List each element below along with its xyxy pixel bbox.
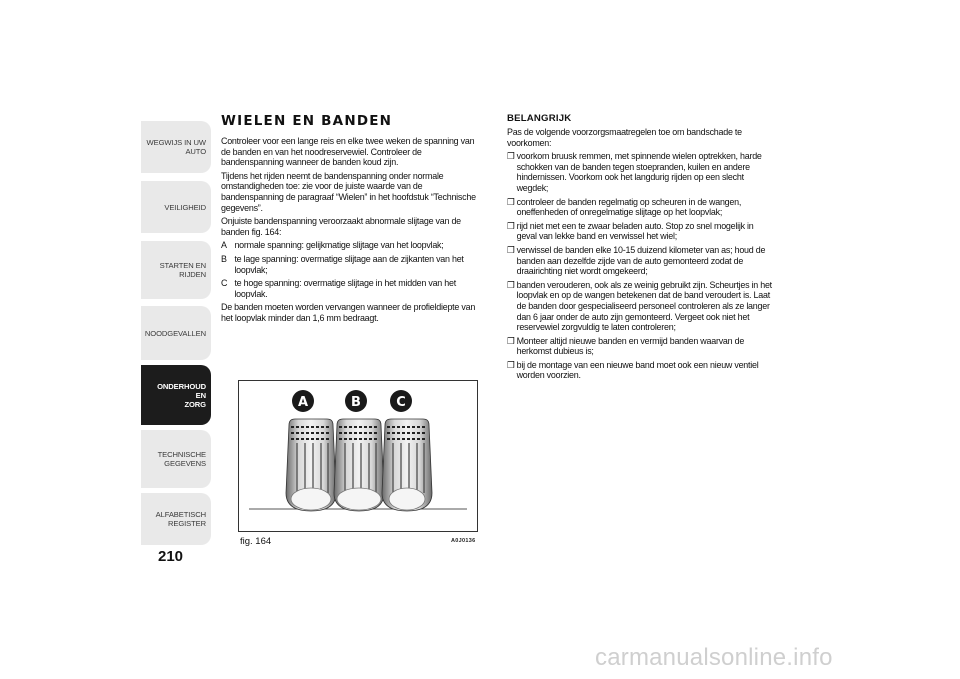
tab-noodgevallen[interactable]: [141, 306, 211, 360]
checkbox-bullet-icon: ❒: [507, 220, 515, 231]
page-number: 210: [158, 548, 184, 565]
checkbox-bullet-icon: ❒: [507, 244, 515, 255]
list-text: normale spanning: gelijkmatige slijtage van het loopvlak;: [234, 240, 444, 251]
paragraph: De banden moeten worden vervangen wanneer de profieldiepte van het loopvlak minder dan 1,6 mm bedraagt.: [221, 302, 476, 323]
bullet-text: bij de montage van een nieuwe band moet ook een nieuw ventiel worden voorzien.: [516, 359, 759, 381]
tab-starten-en-rijden[interactable]: [141, 241, 211, 299]
tab-label: AUTO: [185, 147, 206, 156]
tab-label: GEGEVENS: [164, 459, 206, 468]
bullet-text: verwissel de banden elke 10-15 duizend kilometer van as; houd de banden aan dezelfde zijde van de auto gemonteerd zodat de draairichting niet wordt omgekeerd;: [516, 244, 766, 277]
checkbox-bullet-icon: ❒: [507, 359, 515, 370]
tab-label: REGISTER: [167, 519, 206, 528]
list-item: [221, 278, 482, 299]
paragraph: Controleer voor een lange reis en elke twee weken de spanning van de banden en van het noodreservewiel. Controleer de bandenspanning wanneer de banden koud zijn.: [221, 136, 475, 168]
figure-caption: fig. 164: [240, 536, 272, 547]
tab-label: ALFABETISCH: [155, 510, 206, 519]
list-item: [507, 245, 776, 277]
list-item: [507, 221, 776, 242]
tab-alfabetisch-register[interactable]: [141, 493, 211, 545]
label-c-text: C: [396, 395, 406, 410]
list-item: [507, 151, 776, 193]
bullet-text: voorkom bruusk remmen, met spinnende wielen optrekken, harde schokken van de banden tegen stoepranden, kuilen en andere hindernissen. Voorkom ook het langdurig rijden op een slecht wegdek;: [516, 151, 762, 193]
label-a: [292, 390, 314, 412]
tab-technische-gegevens[interactable]: [141, 430, 211, 488]
important-heading: BELANGRIJK: [507, 113, 572, 124]
tab-wegwijs[interactable]: [141, 121, 211, 173]
figure-code: A0J0136: [451, 538, 476, 544]
list-item: [221, 240, 482, 251]
list-item: [507, 197, 776, 218]
label-c: [390, 390, 412, 412]
label-b-text: B: [351, 395, 361, 410]
tire-a: [286, 419, 336, 511]
right-column: [507, 113, 787, 384]
list-item: [507, 360, 776, 381]
tire-illustration: [239, 381, 477, 531]
section-title: WIELEN EN BANDEN: [221, 113, 393, 129]
tab-label: ZORG: [184, 399, 206, 409]
label-b: [345, 390, 367, 412]
paragraph: Tijdens het rijden neemt de bandenspanning onder normale omstandigheden toe: zie voor de juiste waarde van de bandenspanning de paragraaf “Wielen” in het hoofdstuk “Technische gegevens”.: [221, 170, 476, 213]
list-item: [507, 336, 776, 357]
bullet-text: rijd niet met een te zwaar beladen auto. Stop zo snel mogelijk in geval van lekke band en verwissel het wiel;: [516, 220, 754, 242]
label-a-text: A: [297, 395, 309, 410]
tire-c: [382, 419, 432, 511]
intro-text: Pas de volgende voorzorgsmaatregelen toe om bandschade te voorkomen:: [507, 127, 742, 148]
tab-onderhoud-en-zorg[interactable]: [141, 365, 211, 425]
list-text: te lage spanning: overmatige slijtage aan de zijkanten van het loopvlak;: [234, 253, 464, 275]
left-column: [221, 113, 493, 327]
list-text: te hoge spanning: overmatige slijtage in het midden van het loopvlak.: [234, 278, 456, 299]
watermark: carmanualsonline.info: [595, 644, 833, 671]
checkbox-bullet-icon: ❒: [507, 151, 515, 162]
list-item: [221, 254, 482, 275]
bullet-text: controleer de banden regelmatig op scheuren in de wangen, oneffenheden of onregelmatige slijtage op het loopvlak;: [516, 196, 742, 218]
checkbox-bullet-icon: ❒: [507, 335, 515, 346]
checkbox-bullet-icon: ❒: [507, 279, 515, 290]
tire-wear-figure: [238, 380, 478, 532]
list-item: [507, 280, 776, 333]
tire-b: [334, 419, 384, 511]
list-letter: C: [221, 278, 228, 289]
list-letter: A: [221, 240, 227, 251]
tab-veiligheid[interactable]: [141, 181, 211, 233]
tab-label: WEGWIJS IN UW: [146, 138, 206, 147]
list-letter: B: [221, 253, 227, 264]
paragraph: Onjuiste bandenspanning veroorzaakt abnormale slijtage van de banden fig. 164:: [221, 216, 461, 237]
tab-label: STARTEN EN RIJDEN: [159, 261, 206, 279]
tab-label: VEILIGHEID: [164, 202, 206, 212]
checkbox-bullet-icon: ❒: [507, 196, 515, 207]
bullet-text: banden verouderen, ook als ze weinig gebruikt zijn. Scheurtjes in het loopvlak en op de wangen betekenen dat de band veroudert is. Laat de banden door gespecialiseerd personeel controleren als ze langer dan 6 jaar onder de auto zijn gemonteerd. Vergeet ook niet het reservewiel zorgvuldig te laten controleren;: [516, 279, 772, 333]
tab-label: ONDERHOUD EN: [157, 381, 206, 400]
tab-label: TECHNISCHE: [157, 450, 206, 459]
tab-label: NOODGEVALLEN: [144, 328, 206, 338]
bullet-text: Monteer altijd nieuwe banden en vermijd banden waarvan de herkomst dubieus is;: [516, 335, 745, 357]
